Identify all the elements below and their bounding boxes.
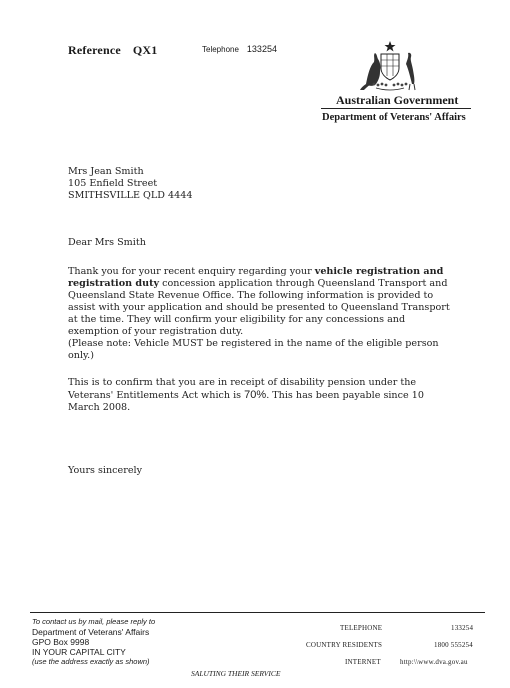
paragraph-line: [68, 278, 468, 290]
paragraph-line: [68, 266, 468, 278]
paragraph-line: assist with your application and should be presented to Queensland Transport: [68, 302, 450, 313]
text-span: concession application through Queensland Transport and: [159, 278, 448, 289]
reference-code: QX1: [132, 43, 158, 57]
address-note: (use the address exactly as shown): [32, 657, 150, 666]
salutation: Dear Mrs Smith: [68, 237, 146, 248]
paragraph-line: Queensland State Revenue Office. The following information is provided to: [68, 290, 434, 301]
paragraph-line: only.): [68, 350, 94, 361]
paragraph-line: at the time. They will confirm your eligibility for any concessions and: [68, 314, 406, 325]
text-span: . This has been payable since 10: [266, 390, 424, 401]
government-name: Australian Government: [336, 93, 459, 107]
pension-percentage: 70%: [244, 389, 267, 401]
paragraph-line: (Please note: Vehicle MUST be registered in the name of the eligible person: [68, 338, 439, 349]
emphasis-text: vehicle registration and: [314, 266, 444, 277]
emphasis-text: registration duty: [68, 278, 160, 289]
paragraph-line: exemption of your registration duty.: [68, 326, 244, 337]
telephone-number: 133254: [246, 44, 277, 54]
paragraph-line: March 2008.: [68, 402, 131, 413]
coat-of-arms-logo: [360, 40, 420, 92]
footer-telephone-value: 133254: [451, 624, 474, 632]
closing: Yours sincerely: [68, 465, 142, 476]
footer-country-value: 1800 555254: [434, 641, 473, 649]
recipient-name: Mrs Jean Smith: [68, 166, 144, 177]
footer-internet-link[interactable]: http:\\www.dva.gov.au: [400, 658, 468, 666]
telephone-label: Telephone: [202, 45, 239, 54]
recipient-city: SMITHSVILLE QLD 4444: [68, 190, 193, 201]
text-span: Veterans' Entitlements Act which is: [68, 390, 245, 401]
contact-city: IN YOUR CAPITAL CITY: [32, 647, 126, 657]
contact-note: To contact us by mail, please reply to: [32, 617, 156, 626]
department-name: Department of Veterans' Affairs: [322, 112, 466, 123]
footer-country-label: COUNTRY RESIDENTS: [306, 641, 383, 649]
telephone-line: [202, 44, 277, 54]
footer-motto: SALUTING THEIR SERVICE: [191, 669, 281, 678]
text-span: Thank you for your recent enquiry regarding your: [68, 266, 315, 277]
paragraph-confirmation: [68, 377, 468, 414]
recipient-street: 105 Enfield Street: [68, 178, 158, 189]
footer-internet-label: INTERNET: [345, 658, 381, 666]
header-divider: [321, 108, 471, 109]
paragraph-line: [68, 389, 468, 402]
reference-line: [68, 43, 158, 58]
footer-divider: [30, 612, 485, 613]
contact-dept: Department of Veterans' Affairs: [32, 627, 150, 637]
paragraph-enquiry: [68, 266, 468, 362]
footer-telephone-label: TELEPHONE: [340, 624, 383, 632]
reference-label: Reference: [68, 43, 121, 57]
recipient-address: [68, 166, 192, 202]
contact-po-box: GPO Box 9998: [32, 637, 90, 647]
mail-contact-block: [32, 617, 155, 667]
paragraph-line: This is to confirm that you are in receipt of disability pension under the: [68, 377, 417, 388]
